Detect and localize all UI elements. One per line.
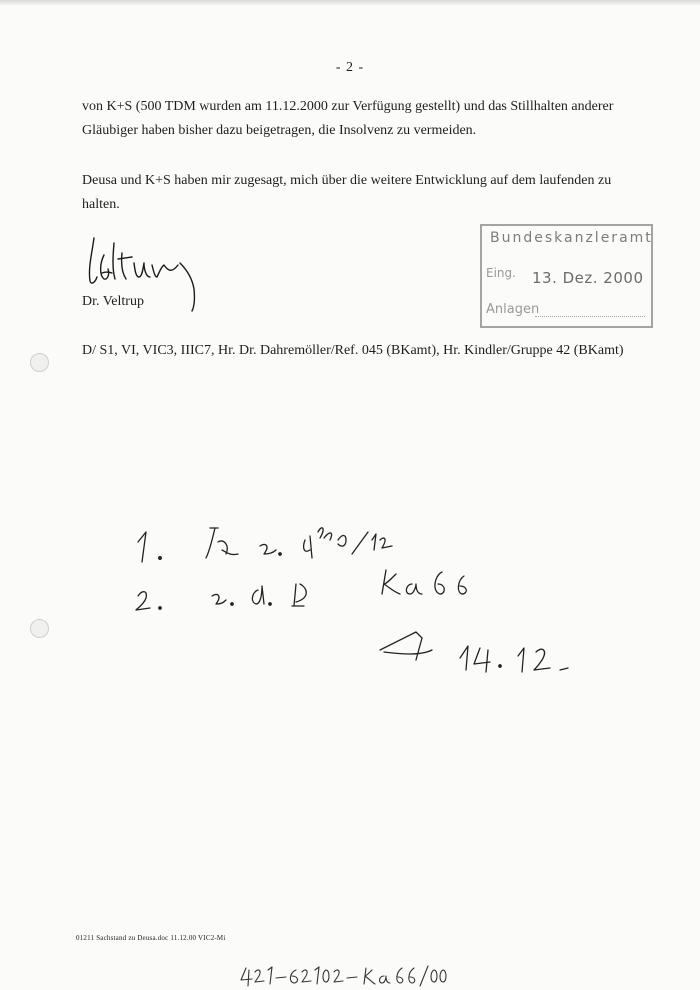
stamp-eing-label: Eing. xyxy=(486,266,516,280)
footer-file-reference: 01211 Sachstand zu Deusa.doc 11.12.00 VIC2-Mi xyxy=(76,934,226,942)
paragraph-line: Deusa und K+S haben mir zugesagt, mich über die weitere Entwicklung auf dem laufenden zu xyxy=(82,173,612,188)
paragraph-line: halten. xyxy=(82,197,120,212)
stamp-anlagen-label: Anlagen xyxy=(486,302,540,317)
paragraph-line: von K+S (500 TDM wurden am 11.12.2000 zur Verfügung gestellt) und das Stillhalten anderer xyxy=(82,99,614,114)
signer-name: Dr. Veltrup xyxy=(82,294,144,309)
page-number: - 2 - xyxy=(335,60,365,75)
punch-hole xyxy=(30,619,49,638)
paragraph-updates xyxy=(82,169,642,217)
paragraph-funding xyxy=(82,95,642,143)
stamp-title: Bundeskanzleramt xyxy=(490,230,653,246)
stamp-date: 13. Dez. 2000 xyxy=(532,269,644,287)
page-top-edge xyxy=(0,0,700,6)
receipt-stamp xyxy=(480,224,653,328)
distribution-list: D/ S1, VI, VIC3, IIIC7, Hr. Dr. Dahremöller/Ref. 045 (BKamt), Hr. Kindler/Gruppe 42 (BKamt) xyxy=(82,343,624,358)
stamp-dotted-line xyxy=(535,316,645,317)
handwritten-notes xyxy=(120,510,620,685)
handwritten-file-number xyxy=(238,962,448,990)
paragraph-line: Gläubiger haben bisher dazu beigetragen, die Insolvenz zu vermeiden. xyxy=(82,123,477,138)
punch-hole xyxy=(30,353,49,372)
